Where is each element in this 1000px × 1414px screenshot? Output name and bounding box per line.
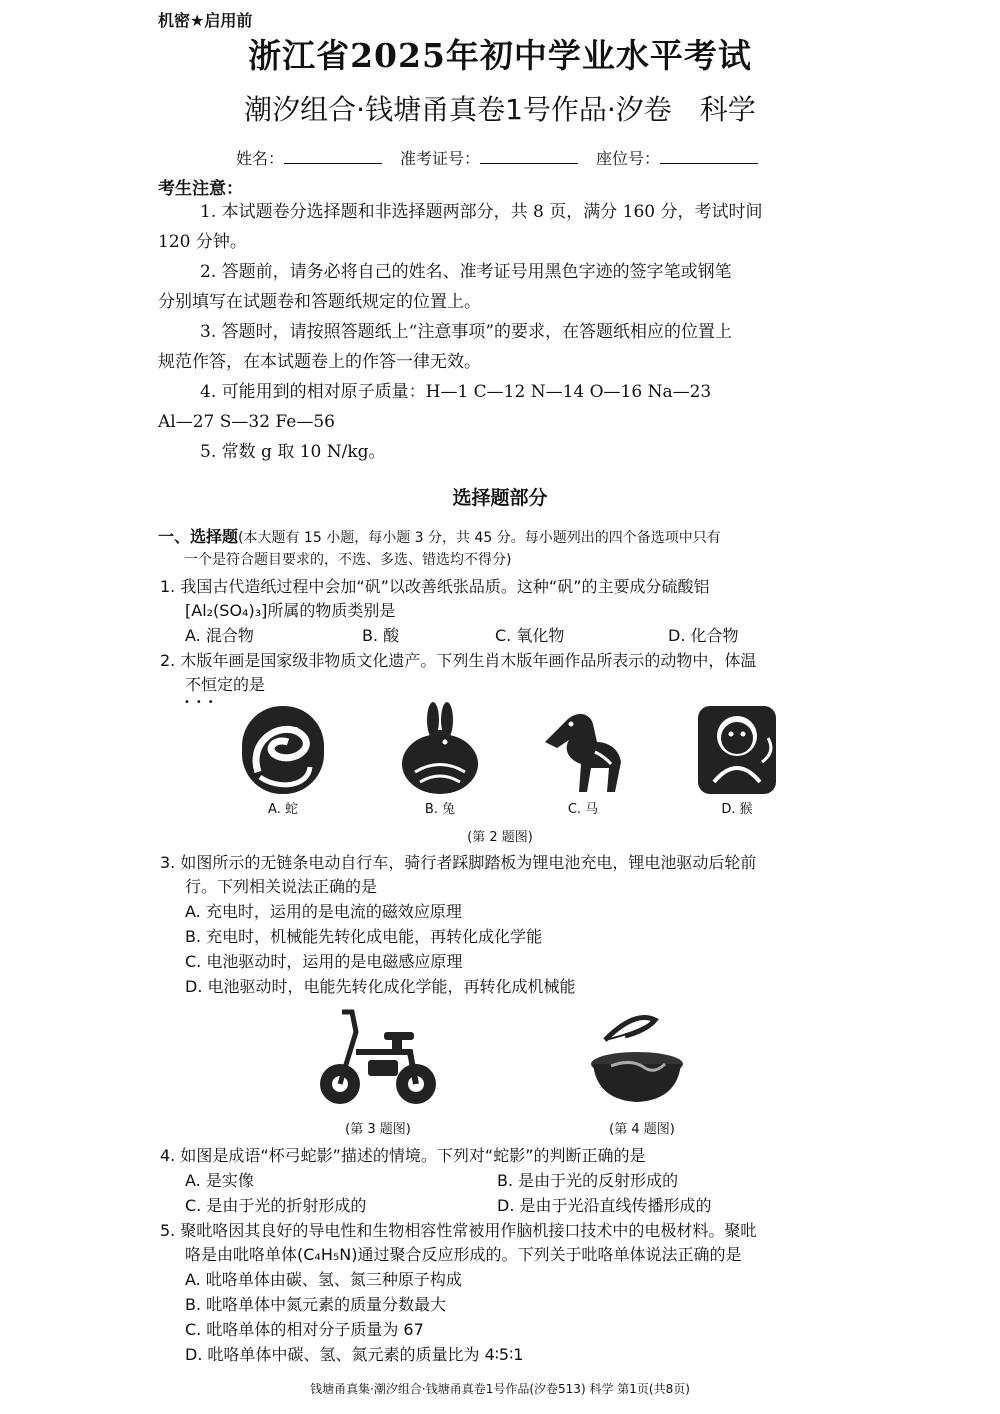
q2-stem-cont: 不恒定的是 xyxy=(185,675,266,694)
q3-stem: 3. 如图所示的无链条电动自行车，骑行者踩脚踏板为锂电池充电，锂电池驱动后轮前 xyxy=(160,853,757,872)
q5-option-c[interactable]: C. 吡咯单体的相对分子质量为 67 xyxy=(185,1320,424,1339)
candidate-fields xyxy=(236,146,758,169)
q3-option-b[interactable]: B. 充电时，机械能先转化成电能，再转化成化学能 xyxy=(185,927,543,946)
notice-line: 1. 本试题卷分选择题和非选择题两部分，共 8 页，满分 160 分，考试时间 xyxy=(200,202,763,222)
seat-label: 座位号： xyxy=(596,149,661,168)
q2-label-d: D. 猴 xyxy=(721,802,753,817)
notice-line: 规范作答，在本试题卷上的作答一律无效。 xyxy=(158,352,481,372)
notice-line: Al—27 S—32 Fe—56 xyxy=(158,412,335,432)
q5-stem: 5. 聚吡咯因其良好的导电性和生物相容性常被用作脑机接口技术中的电极材料。聚吡 xyxy=(160,1221,757,1240)
q1-option-d[interactable]: D. 化合物 xyxy=(668,626,739,645)
q2-label-c: C. 马 xyxy=(567,802,599,817)
q4-option-a[interactable]: A. 是实像 xyxy=(185,1171,254,1190)
q2-figure-caption: (第 2 题图) xyxy=(467,830,533,845)
q1-option-b[interactable]: B. 酸 xyxy=(362,626,400,645)
electric-bicycle-image xyxy=(312,1002,442,1110)
notice-line: 3. 答题时，请按照答题纸上“注意事项”的要求，在答题纸相应的位置上 xyxy=(200,322,733,342)
q3-option-c[interactable]: C. 电池驱动时，运用的是电磁感应原理 xyxy=(185,952,463,971)
name-field[interactable] xyxy=(236,146,382,169)
q2-emphasis-dots: ••• xyxy=(184,697,220,708)
confidential-mark: 机密★启用前 xyxy=(158,11,253,30)
notice-heading: 考生注意： xyxy=(158,179,243,199)
q5-option-a[interactable]: A. 吡咯单体由碳、氢、氮三种原子构成 xyxy=(185,1270,462,1289)
q5-option-d[interactable]: D. 吡咯单体中碳、氢、氮元素的质量比为 4∶5∶1 xyxy=(185,1345,524,1364)
exam-number-label: 准考证号： xyxy=(400,149,481,168)
q4-option-d[interactable]: D. 是由于光沿直线传播形成的 xyxy=(497,1196,712,1215)
name-blank[interactable] xyxy=(284,149,382,164)
notice-line: 4. 可能用到的相对原子质量：H—1 C—12 N—14 O—16 Na—23 xyxy=(200,382,712,402)
seat-field[interactable] xyxy=(596,146,758,169)
q4-option-b[interactable]: B. 是由于光的反射形成的 xyxy=(497,1171,679,1190)
snake-woodcut-image xyxy=(238,702,328,798)
q1-stem: 1. 我国古代造纸过程中会加“矾”以改善纸张品质。这种“矾”的主要成分硫酸铝 xyxy=(160,577,710,596)
q2-label-a: A. 蛇 xyxy=(268,802,298,817)
exam-subtitle xyxy=(0,88,1000,128)
q5-option-b[interactable]: B. 吡咯单体中氮元素的质量分数最大 xyxy=(185,1295,447,1314)
q4-figure-caption: (第 4 题图) xyxy=(609,1122,675,1137)
q4-stem: 4. 如图是成语“杯弓蛇影”描述的情境。下列对“蛇影”的判断正确的是 xyxy=(160,1146,646,1165)
q3-option-d[interactable]: D. 电池驱动时，电能先转化成化学能，再转化成机械能 xyxy=(185,977,576,996)
exam-number-field[interactable] xyxy=(400,146,578,169)
subject-text: 科学 xyxy=(699,93,756,126)
exam-number-blank[interactable] xyxy=(480,149,578,164)
q2-stem: 2. 木版年画是国家级非物质文化遗产。下列生肖木版年画作品所表示的动物中，体温 xyxy=(160,651,757,670)
notice-line: 5. 常数 g 取 10 N/kg。 xyxy=(200,442,386,462)
part1-desc-cont: 一个是符合题目要求的，不选、多选、错选均不得分) xyxy=(184,552,512,568)
subtitle-text: 潮汐组合·钱塘甬真卷1号作品·汐卷 xyxy=(244,93,672,126)
q3-stem-cont: 行。下列相关说法正确的是 xyxy=(185,877,378,896)
q5-stem-cont: 咯是由吡咯单体(C₄H₅N)通过聚合反应形成的。下列关于吡咯单体说法正确的是 xyxy=(185,1245,742,1264)
section-title: 选择题部分 xyxy=(452,487,548,509)
q4-option-c[interactable]: C. 是由于光的折射形成的 xyxy=(185,1196,367,1215)
notice-line: 2. 答题前，请务必将自己的姓名、准考证号用黑色字迹的签字笔或钢笔 xyxy=(200,262,732,282)
cup-bow-snake-image xyxy=(585,1010,695,1110)
q1-stem-cont: [Al₂(SO₄)₃]所属的物质类别是 xyxy=(185,601,396,620)
part1-label: 一、选择题 xyxy=(158,527,239,546)
q3-figure-caption: (第 3 题图) xyxy=(345,1122,411,1137)
notice-line: 分别填写在试题卷和答题纸规定的位置上。 xyxy=(158,292,481,312)
part1-desc: (本大题有 15 小题，每小题 3 分，共 45 分。每小题列出的四个备选项中只有 xyxy=(238,530,721,546)
q1-option-c[interactable]: C. 氧化物 xyxy=(495,626,565,645)
seat-blank[interactable] xyxy=(660,149,758,164)
exam-title: 浙江省2025年初中学业水平考试 xyxy=(248,36,752,75)
name-label: 姓名： xyxy=(236,149,285,168)
q3-option-a[interactable]: A. 充电时，运用的是电流的磁效应原理 xyxy=(185,902,462,921)
q1-option-a[interactable]: A. 混合物 xyxy=(185,626,254,645)
rabbit-woodcut-image xyxy=(395,702,485,798)
horse-woodcut-image xyxy=(535,702,631,798)
part1-header xyxy=(158,524,721,551)
q2-label-b: B. 兔 xyxy=(424,802,456,817)
monkey-woodcut-image xyxy=(692,702,782,798)
notice-line: 120 分钟。 xyxy=(158,232,247,252)
page-footer: 钱塘甬真集·潮汐组合·钱塘甬真卷1号作品(汐卷513) 科学 第1页(共8页) xyxy=(310,1382,690,1396)
